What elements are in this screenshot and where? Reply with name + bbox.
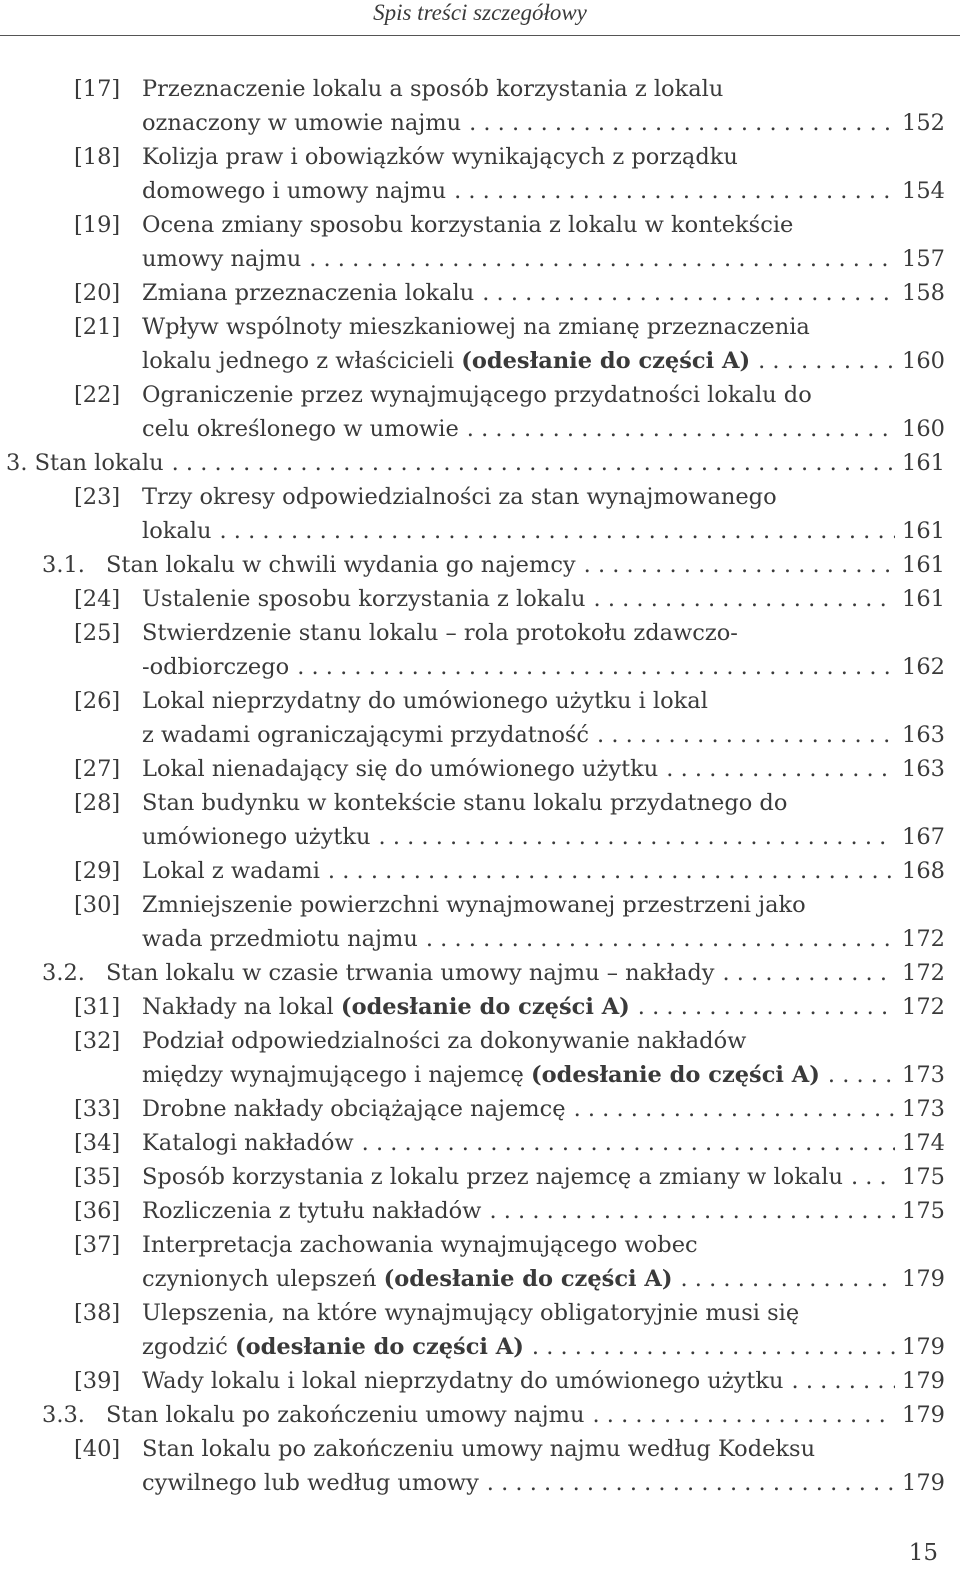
toc-entry-last-line [142,1466,945,1500]
toc-entry-title [142,1092,566,1126]
toc-entry-number: [31] [74,994,121,1020]
dot-leader [574,1092,895,1126]
toc-entry-line: Trzy okresy odpowiedzialności za stan wynajmowanego [142,484,777,510]
toc-entry [0,1296,960,1364]
cross-reference: (odesłanie do części A) [340,994,630,1020]
dot-leader [638,990,895,1024]
toc-entry [0,1092,960,1126]
toc-entry-last-line [142,854,945,888]
toc-entry-text: wada przedmiotu najmu [142,926,418,952]
toc-entry [0,854,960,888]
toc-page-number: 172 [902,926,945,952]
toc-entry [0,752,960,786]
toc-page-number: 161 [902,518,945,544]
toc-entry-title [106,1398,585,1432]
running-head: Spis treści szczegółowy [373,0,587,25]
toc-entry-line: Stan lokalu po zakończeniu umowy najmu według Kodeksu [142,1436,816,1462]
toc-entry-text: czynionych ulepszeń [142,1266,384,1292]
toc-page-number: 161 [902,450,945,476]
toc-entry-number: 3.1. [42,552,85,578]
toc-entry-text: Nakłady na lokal [142,994,341,1020]
toc-entry-number: [18] [74,144,121,170]
toc-entry-line: Kolizja praw i obowiązków wynikających z porządku [142,144,738,170]
toc-entry [0,1432,960,1500]
toc-entry [0,1364,960,1398]
toc-entry-number: [19] [74,212,121,238]
toc-entry-title [106,956,714,990]
toc-entry-text: Lokal z wadami [142,858,320,884]
toc-page-number: 161 [902,552,945,578]
toc-entry-number: 3.2. [42,960,85,986]
toc-entry-title [142,854,320,888]
toc-page-number: 167 [902,824,945,850]
toc-entry-text: zgodzić [142,1334,236,1360]
toc-entry [0,72,960,140]
cross-reference: (odesłanie do części A) [531,1062,820,1088]
toc-entry-body [142,1432,960,1500]
toc-entry-last-line [142,820,945,854]
toc-page-number: 179 [902,1266,945,1292]
toc-entry-last-line [142,1330,945,1364]
toc-entry-text: domowego i umowy najmu [142,178,447,204]
toc-entry-title [142,1058,820,1092]
toc-entry-last-line [142,922,945,956]
cross-reference: (odesłanie do części A) [461,348,751,374]
toc-entry-number: [25] [74,620,121,646]
toc-entry-title [142,242,301,276]
toc-entry-title [142,174,446,208]
toc-entry-last-line [142,1160,945,1194]
toc-entry-last-line [142,1092,945,1126]
cross-reference: (odesłanie do części A) [235,1334,524,1360]
toc-entry-last-line [142,514,945,548]
toc-entry-last-line [142,242,945,276]
toc-entry-body [142,888,960,956]
dot-leader [594,582,895,616]
toc-entry-body [142,1296,960,1364]
toc-entry-text: lokalu [142,518,212,544]
toc-entry-title [142,1194,481,1228]
toc-entry-line: Wpływ wspólnoty mieszkaniowej na zmianę przeznaczenia [142,314,810,340]
toc-entry-body [142,1364,960,1398]
toc-entry-text: z wadami ograniczającymi przydatność [142,722,590,748]
toc-entry-title [142,1364,784,1398]
toc-entry-number: 3. [6,450,28,476]
toc-entry-number: [28] [74,790,121,816]
toc-entry-title [142,990,630,1024]
toc-entry-line: Zmniejszenie powierzchni wynajmowanej przestrzeni jako [142,892,806,918]
toc-entry-text: między wynajmującego i najemcę [142,1062,532,1088]
toc-entry-body [142,990,960,1024]
toc-page-number: 163 [902,756,945,782]
toc-entry-last-line [142,1194,945,1228]
toc-entry-last-line [142,106,945,140]
toc-entry-body [142,786,960,854]
toc-entry-number: [34] [74,1130,121,1156]
toc-entry [0,140,960,208]
toc-entry-title [142,514,211,548]
toc-entry-number: [23] [74,484,121,510]
toc-entry-text: Stan lokalu [34,450,164,476]
toc-entry-text: Sposób korzystania z lokalu przez najemcę a zmiany w lokalu [142,1164,843,1190]
toc-entry-body [142,854,960,888]
toc-entry-body [106,548,960,582]
toc-entry-line: Stan budynku w kontekście stanu lokalu przydatnego do [142,790,788,816]
toc-entry-text: umówionego użytku [142,824,371,850]
toc-page-number: 175 [902,1164,945,1190]
toc-entry-text: Ustalenie sposobu korzystania z lokalu [142,586,586,612]
toc-entry-body [142,1024,960,1092]
toc-entry [0,480,960,548]
toc-entry-line: Ocena zmiany sposobu korzystania z lokalu w kontekście [142,212,794,238]
toc-entry-last-line [142,650,945,684]
toc-entry-last-line [142,1126,945,1160]
toc-entry [0,684,960,752]
toc-entry-title [142,1262,673,1296]
toc-entry-last-line [106,548,945,582]
toc-page-number: 179 [902,1368,945,1394]
toc-entry-line: Stwierdzenie stanu lokalu – rola protokołu zdawczo- [142,620,738,646]
toc-entry-body [142,684,960,752]
toc-entry [0,276,960,310]
toc-entry [0,378,960,446]
toc-entry-number: [22] [74,382,121,408]
toc-entry-body [142,276,960,310]
toc-entry-number: [33] [74,1096,121,1122]
dot-leader [532,1330,895,1364]
toc-page-number: 172 [902,960,945,986]
dot-leader [597,718,895,752]
toc-entry-line: Ulepszenia, na które wynajmujący obligatoryjnie musi się [142,1300,800,1326]
toc-entry-title [142,718,589,752]
toc-entry-body [142,480,960,548]
toc-entry-text: Wady lokalu i lokal nieprzydatny do umówionego użytku [142,1368,784,1394]
dot-leader [469,106,895,140]
toc-entry-title [6,446,164,480]
toc-entry [0,582,960,616]
dot-leader [722,956,895,990]
toc-entry-number: [39] [74,1368,121,1394]
toc-page-number: 158 [902,280,945,306]
dot-leader [666,752,895,786]
toc-entry-number: [20] [74,280,121,306]
toc-entry-last-line [142,582,945,616]
toc-page-number: 168 [902,858,945,884]
toc-entry-number: 3.3. [42,1402,85,1428]
toc-entry-body [142,208,960,276]
toc-page-number: 157 [902,246,945,272]
toc-entry [0,548,960,582]
toc-entry-text: cywilnego lub według umowy [142,1470,479,1496]
dot-leader [172,446,895,480]
dot-leader [584,548,895,582]
toc-entry-title [142,752,658,786]
toc-entry-last-line [106,1398,945,1432]
toc-entry-last-line [142,174,945,208]
toc-entry-body [142,72,960,140]
dot-leader [482,276,895,310]
toc-page-number: 162 [902,654,945,680]
toc-page-number: 163 [902,722,945,748]
toc-entry-body [142,752,960,786]
toc-page-number: 179 [902,1470,945,1496]
toc-entry-last-line [106,956,945,990]
toc-entry-title [142,106,461,140]
toc-entry-text: Stan lokalu w czasie trwania umowy najmu – nakłady [106,960,715,986]
toc-entry-number: [24] [74,586,121,612]
toc-entry-text: celu określonego w umowie [142,416,459,442]
toc-page-number: 174 [902,1130,945,1156]
dot-leader [758,344,895,378]
toc-entry-last-line [6,446,945,480]
toc-entry-title [142,582,586,616]
table-of-contents [0,72,960,1500]
toc-entry-body [106,1398,960,1432]
toc-entry-body [142,1160,960,1194]
toc-entry-text: Drobne nakłady obciążające najemcę [142,1096,566,1122]
toc-entry-title [142,820,371,854]
dot-leader [297,650,895,684]
dot-leader [828,1058,895,1092]
toc-page-number: 154 [902,178,945,204]
toc-entry-body [142,1228,960,1296]
toc-page-number: 179 [902,1402,945,1428]
toc-entry-title [106,548,576,582]
toc-entry-last-line [142,990,945,1024]
toc-entry-title [142,650,289,684]
dot-leader [489,1194,895,1228]
toc-entry-number: [26] [74,688,121,714]
dot-leader [362,1126,895,1160]
toc-entry-line: Lokal nieprzydatny do umówionego użytku i lokal [142,688,708,714]
toc-entry [0,1194,960,1228]
dot-leader [593,1398,896,1432]
toc-entry-body [142,616,960,684]
toc-entry-title [142,276,474,310]
toc-entry [0,786,960,854]
toc-entry-last-line [142,344,945,378]
toc-entry-title [142,1160,843,1194]
toc-entry [0,990,960,1024]
toc-entry-number: [32] [74,1028,121,1054]
dot-leader [681,1262,896,1296]
toc-entry-text: Lokal nienadający się do umówionego użytku [142,756,659,782]
toc-entry-number: [35] [74,1164,121,1190]
toc-entry-text: Stan lokalu w chwili wydania go najemcy [106,552,576,578]
dot-leader [328,854,895,888]
toc-entry-body [142,1126,960,1160]
dot-leader [219,514,895,548]
toc-entry-line: Przeznaczenie lokalu a sposób korzystania z lokalu [142,76,724,102]
toc-entry-body [142,1194,960,1228]
toc-page-number: 173 [902,1062,945,1088]
toc-entry-text: oznaczony w umowie najmu [142,110,462,136]
toc-entry-text: umowy najmu [142,246,302,272]
toc-entry [0,1160,960,1194]
toc-entry [0,1126,960,1160]
toc-page-number: 152 [902,110,945,136]
toc-entry-title [142,1466,479,1500]
toc-page-number: 160 [902,416,945,442]
dot-leader [467,412,895,446]
toc-entry [0,446,960,480]
toc-entry-text: lokalu jednego z właścicieli [142,348,462,374]
toc-entry-number: [37] [74,1232,121,1258]
dot-leader [792,1364,895,1398]
toc-entry [0,956,960,990]
toc-entry-text: -odbiorczego [142,654,290,680]
toc-entry-title [142,344,750,378]
toc-page-number: 160 [902,348,945,374]
toc-entry [0,616,960,684]
toc-page-number: 161 [902,586,945,612]
toc-page-number: 179 [902,1334,945,1360]
toc-entry-body [142,582,960,616]
dot-leader [454,174,895,208]
toc-entry [0,310,960,378]
toc-entry [0,888,960,956]
dot-leader [309,242,895,276]
toc-entry-number: [38] [74,1300,121,1326]
header-rule [0,35,960,36]
toc-entry-body [142,1092,960,1126]
toc-entry-number: [30] [74,892,121,918]
toc-entry-last-line [142,276,945,310]
toc-entry-last-line [142,1058,945,1092]
toc-entry-last-line [142,718,945,752]
toc-entry-last-line [142,1262,945,1296]
toc-entry-number: [29] [74,858,121,884]
toc-entry-title [142,412,459,446]
toc-entry [0,208,960,276]
toc-page-number: 173 [902,1096,945,1122]
toc-entry-number: [17] [74,76,121,102]
toc-entry-body [142,140,960,208]
toc-entry-line: Interpretacja zachowania wynajmującego wobec [142,1232,698,1258]
dot-leader [426,922,895,956]
toc-entry-number: [27] [74,756,121,782]
toc-entry-title [142,1330,524,1364]
toc-entry-body [142,378,960,446]
toc-entry-text: Rozliczenia z tytułu nakładów [142,1198,482,1224]
toc-entry-last-line [142,412,945,446]
dot-leader [379,820,895,854]
page-number: 15 [908,1540,938,1566]
dot-leader [487,1466,895,1500]
toc-entry-body [106,956,960,990]
toc-entry-line: Podział odpowiedzialności za dokonywanie nakładów [142,1028,747,1054]
toc-entry [0,1228,960,1296]
dot-leader [851,1160,895,1194]
toc-entry-text: Stan lokalu po zakończeniu umowy najmu [106,1402,585,1428]
toc-entry-text: Zmiana przeznaczenia lokalu [142,280,475,306]
toc-entry [0,1398,960,1432]
toc-entry-title [142,922,418,956]
toc-entry-body [142,310,960,378]
toc-page-number: 172 [902,994,945,1020]
toc-entry-last-line [142,1364,945,1398]
toc-page-number: 175 [902,1198,945,1224]
toc-entry-number: [40] [74,1436,121,1462]
cross-reference: (odesłanie do części A) [383,1266,673,1292]
toc-entry-last-line [142,752,945,786]
toc-entry-text: Katalogi nakładów [142,1130,354,1156]
toc-entry-number: [21] [74,314,121,340]
toc-entry-body [6,446,960,480]
toc-entry-number: [36] [74,1198,121,1224]
toc-entry [0,1024,960,1092]
toc-entry-line: Ograniczenie przez wynajmującego przydatności lokalu do [142,382,812,408]
toc-entry-title [142,1126,354,1160]
